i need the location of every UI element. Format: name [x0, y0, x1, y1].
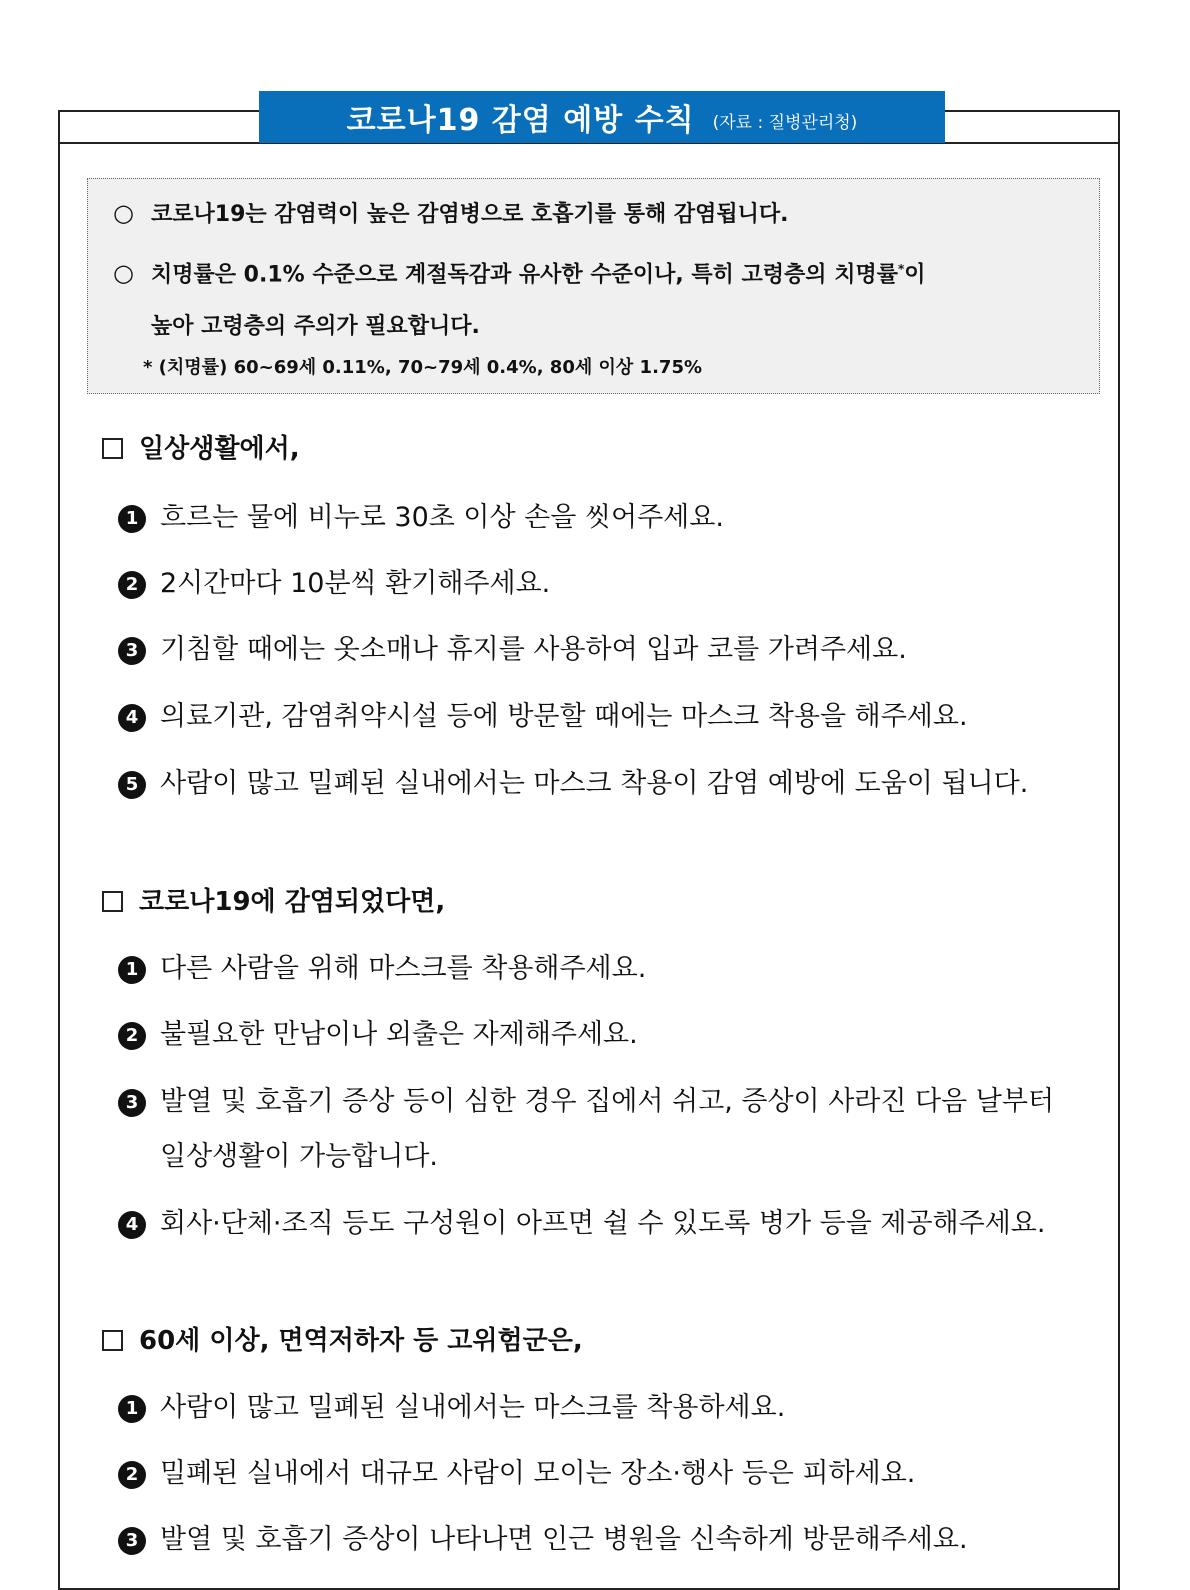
list-item: 5 사람이 많고 밀폐된 실내에서는 마스크 착용이 감염 예방에 도움이 됩니다.	[118, 761, 1028, 800]
circle-bullet-icon: ○	[113, 259, 134, 288]
number-badge-icon: 3	[118, 637, 146, 665]
number-badge-icon: 1	[118, 505, 146, 533]
fatality-note: * (치명률) 60~69세 0.11%, 70~79세 0.4%, 80세 이상 1.75%	[143, 357, 703, 378]
section-title-high-risk: 60세 이상, 면역저하자 등 고위험군은,	[102, 1320, 583, 1357]
info-line-2: ○ 치명률은 0.1% 수준으로 계절독감과 유사한 수준이나, 특히 고령층의 치명률*이 높아 고령층의 주의가 필요합니다.	[113, 243, 1079, 353]
list-item: 2 불필요한 만남이나 외출은 자제해주세요.	[118, 1012, 638, 1051]
list-item: 3 발열 및 호흡기 증상이 나타나면 인근 병원을 신속하게 방문해주세요.	[118, 1517, 968, 1556]
number-badge-icon: 3	[118, 1527, 146, 1555]
list-item: 1 다른 사람을 위해 마스크를 착용해주세요.	[118, 946, 646, 985]
list-item: 1 사람이 많고 밀폐된 실내에서는 마스크를 착용하세요.	[118, 1385, 785, 1424]
list-item: 4 회사·단체·조직 등도 구성원이 아프면 쉴 수 있도록 병가 등을 제공해주세요.	[118, 1201, 1045, 1240]
section-title-if-infected: 코로나19에 감염되었다면,	[102, 881, 445, 918]
number-badge-icon: 2	[118, 1461, 146, 1489]
number-badge-icon: 3	[118, 1089, 146, 1117]
number-badge-icon: 2	[118, 1022, 146, 1050]
number-badge-icon: 4	[118, 1211, 146, 1239]
number-badge-icon: 1	[118, 1395, 146, 1423]
info-box	[87, 178, 1100, 394]
number-badge-icon: 2	[118, 571, 146, 599]
source-label: (자료 : 질병관리청)	[712, 112, 858, 133]
section-title-daily-life: 일상생활에서,	[102, 428, 300, 465]
number-badge-icon: 5	[118, 771, 146, 799]
list-item: 4 의료기관, 감염취약시설 등에 방문할 때에는 마스크 착용을 해주세요.	[118, 694, 968, 733]
number-badge-icon: 1	[118, 956, 146, 984]
checkbox-square-icon	[102, 438, 123, 459]
list-item: 3 기침할 때에는 옷소매나 휴지를 사용하여 입과 코를 가려주세요.	[118, 627, 907, 666]
checkbox-square-icon	[102, 1330, 123, 1351]
page-title: 코로나19 감염 예방 수칙	[346, 103, 695, 138]
info-line-1: ○ 코로나19는 감염력이 높은 감염병으로 호흡기를 통해 감염됩니다.	[113, 199, 789, 227]
list-item-continuation: 일상생활이 가능합니다.	[160, 1141, 438, 1172]
title-banner	[259, 91, 945, 143]
number-badge-icon: 4	[118, 704, 146, 732]
circle-bullet-icon: ○	[113, 199, 134, 227]
list-item: 3 발열 및 호흡기 증상 등이 심한 경우 집에서 쉬고, 증상이 사라진 다음 날부터	[118, 1079, 1054, 1118]
list-item: 2 밀폐된 실내에서 대규모 사람이 모이는 장소·행사 등은 피하세요.	[118, 1451, 915, 1490]
list-item: 1 흐르는 물에 비누로 30초 이상 손을 씻어주세요.	[118, 495, 724, 534]
list-item: 2 2시간마다 10분씩 환기해주세요.	[118, 561, 550, 600]
checkbox-square-icon	[102, 891, 123, 912]
